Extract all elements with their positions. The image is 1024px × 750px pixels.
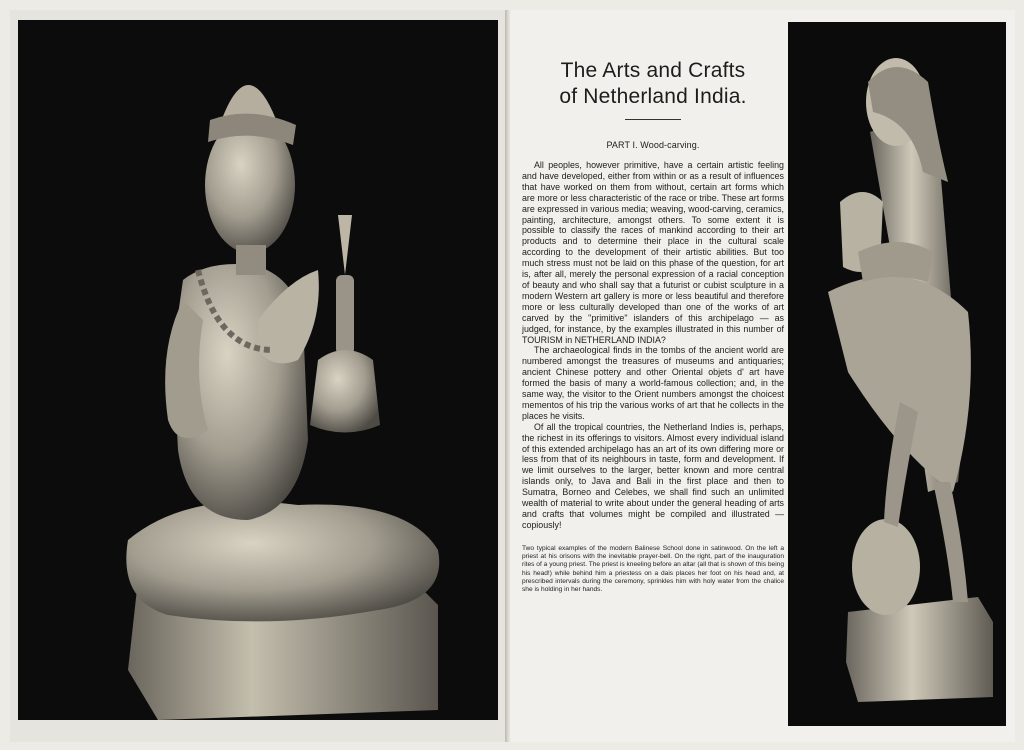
priestess-carving-illustration bbox=[788, 22, 1006, 726]
paragraph-2: The archaeological finds in the tombs of the ancient world are numbered amongst the treasures of museums and antiquaries; ancient Chinese pottery and other Oriental objets d' art have formed the basis of many a world-famous collection; and, in the same way, the visitor to the Orient numbers amongst the choicest mementos of his trip the various works of art that he collects in the places he visits. bbox=[522, 345, 784, 421]
paragraph-3: Of all the tropical countries, the Netherland Indies is, perhaps, the richest in its offerings to visitors. Almost every individual island of this extended archipelago has an art of its own differing more or less from that of its neighbours in taste, form and development. If we limit ourselves to the larger, better known and more central islands only, to Java and Bali in the first place and then to Sumatra, Borneo and Celebes, we shall find such an unlimited wealth of material to write about under the general heading of arts and crafts that volumes might be compiled and illustrated — copiously! bbox=[522, 421, 784, 530]
article-body bbox=[522, 160, 784, 531]
title-line-1: The Arts and Crafts bbox=[560, 59, 746, 82]
photo-priestess-with-chalice bbox=[788, 22, 1006, 726]
paragraph-1: All peoples, however primitive, have a certain artistic feeling and have developed, either from within or as a result of influences that have worked on them from without, certain art forms which are more or less characteristic of the race or tribe. These art forms are expressed in various media; weaving, wood-carving, ceramics, painting, architecture, amongst others. To some extent it is possible to classify the races of mankind according to their art products and to determine their place in the cultural scale according to the development of their artistic abilities. But too much stress must not be laid on this phase of the question, for art is, after all, merely the personal expression of a racial conception of beauty and who shall say that a futurist or cubist sculpture in a modern Western art gallery is more or less beautiful and therefore more or less culturally developed than one of the works of art carved by the "primitive" islanders of this archipelago — as judged, for instance, by the examples illustrated in this number of TOURISM in NETHERLAND INDIA? bbox=[522, 160, 784, 345]
article-column bbox=[522, 46, 784, 595]
part-heading: PART I. Wood-carving. bbox=[606, 140, 700, 150]
photo-priest-with-prayer-bell bbox=[18, 20, 498, 720]
title-divider bbox=[625, 119, 681, 120]
photo-caption: Two typical examples of the modern Balinese School done in satinwood. On the left a priest at his orisons with the inevitable prayer-bell. On the right, part of the inauguration rites of a young priest. The priest is kneeling before an altar (all that is shown of this being his head!) while behind him a priestess on a dais places her foot on his head and, at prescribed intervals during the ceremony, sprinkles him with holy water from the chalice she is holding in her hands. bbox=[522, 544, 784, 594]
priest-carving-illustration bbox=[18, 20, 498, 720]
article-title bbox=[522, 58, 784, 110]
title-line-2: of Netherland India. bbox=[559, 85, 747, 108]
